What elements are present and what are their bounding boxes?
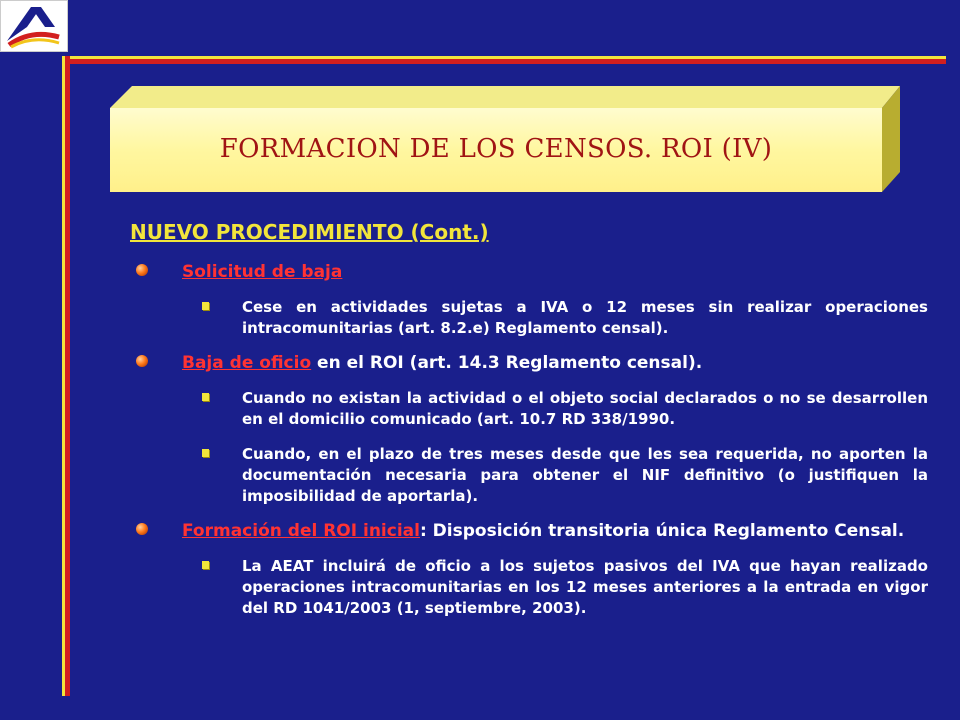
yellow-square-bullet-icon bbox=[202, 302, 209, 310]
bullet-label: Baja de oficio bbox=[182, 353, 312, 373]
sub-bullet-text: Cuando, en el plazo de tres meses desde que les sea requerida, no aporten la documentación necesaria para obtener el NIF definitivo (o justifiquen la imposibilidad de aportarla). bbox=[242, 445, 928, 505]
sub-bullet bbox=[130, 297, 928, 339]
slide-content bbox=[130, 220, 928, 633]
yellow-square-bullet-icon bbox=[202, 449, 209, 457]
aeat-logo-icon bbox=[1, 1, 67, 51]
sub-bullet bbox=[130, 444, 928, 507]
sub-bullet-text: Cuando no existan la actividad o el objeto social declarados o no se desarrollen en el domicilio comunicado (art. 10.7 RD 338/1990. bbox=[242, 389, 928, 428]
sub-bullet bbox=[130, 388, 928, 430]
sub-bullet bbox=[130, 556, 928, 619]
orange-bullet-icon bbox=[136, 264, 148, 276]
bullet-text: en el ROI (art. 14.3 Reglamento censal). bbox=[311, 353, 703, 373]
decorative-stripe-left bbox=[62, 56, 70, 696]
title-banner bbox=[110, 86, 900, 196]
yellow-square-bullet-icon bbox=[202, 393, 209, 401]
page-title: FORMACION DE LOS CENSOS. ROI (IV) bbox=[219, 134, 773, 164]
sub-bullet-text: La AEAT incluirá de oficio a los sujetos pasivos del IVA que hayan realizado operaciones intracomunitarias en los 12 meses anteriores a la entrada en vigor del RD 1041/2003 (1, septiembre, 2003). bbox=[242, 557, 928, 617]
bullet-formacion-roi bbox=[130, 521, 928, 542]
orange-bullet-icon bbox=[136, 523, 148, 535]
yellow-square-bullet-icon bbox=[202, 561, 209, 569]
bullet-label: Solicitud de baja bbox=[182, 262, 343, 282]
section-heading: NUEVO PROCEDIMIENTO (Cont.) bbox=[130, 220, 489, 244]
bullet-baja-oficio bbox=[130, 353, 928, 374]
bullet-text: : Disposición transitoria única Reglamento Censal. bbox=[419, 521, 905, 541]
sub-bullet-text: Cese en actividades sujetas a IVA o 12 meses sin realizar operaciones intracomunitarias (art. 8.2.e) Reglamento censal). bbox=[242, 298, 928, 337]
orange-bullet-icon bbox=[136, 355, 148, 367]
bullet-solicitud-baja bbox=[130, 262, 928, 283]
logo bbox=[0, 0, 68, 52]
bullet-label: Formación del ROI inicial bbox=[182, 521, 420, 541]
decorative-stripe-top bbox=[62, 56, 946, 64]
